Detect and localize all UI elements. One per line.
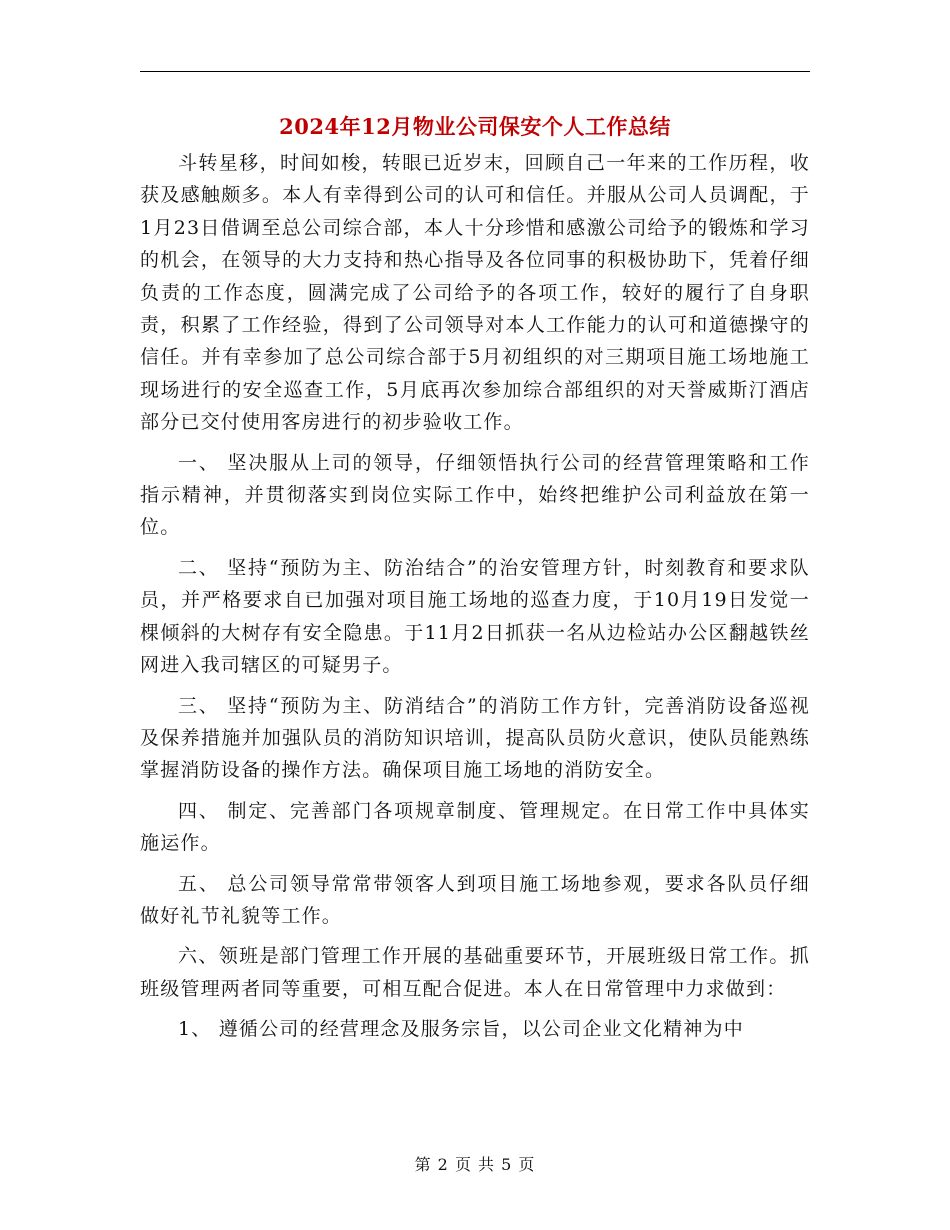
paragraph-item-2: 二、 坚持“预防为主、防治结合”的治安管理方针，时刻教育和要求队员，并严格要求自已加强对项目施工场地的巡查力度，于10月19日发觉一棵倾斜的大树存有安全隐患。于11月2日抓获一名从边检站办公区翻越铁丝网进入我司辖区的可疑男子。: [140, 556, 810, 677]
page-number-footer: 第 2 页 共 5 页: [414, 1155, 536, 1174]
document-title: 2024年12月物业公司保安个人工作总结: [279, 114, 671, 139]
header-rule: [140, 71, 810, 72]
paragraph-item-4: 四、 制定、完善部门各项规章制度、管理规定。在日常工作中具体实施运作。: [140, 799, 810, 855]
paragraph-item-5: 五、 总公司领导常常带领客人到项目施工场地参观，要求各队员仔细做好礼节礼貌等工作。: [140, 872, 810, 927]
paragraph-item-3: 三、 坚持“预防为主、防消结合”的消防工作方针，完善消防设备巡视及保养措施并加强队员的消防知识培训，提高队员防火意识，使队员能熟练掌握消防设备的操作方法。确保项目施工场地的消防安全。: [140, 694, 810, 782]
paragraph-item-1: 一、 坚决服从上司的领导，仔细领悟执行公司的经营管理策略和工作指示精神，并贯彻落实到岗位实际工作中，始终把维护公司利益放在第一位。: [140, 451, 810, 539]
document-body: [140, 147, 810, 1054]
paragraph-intro: 斗转星移，时间如梭，转眼已近岁末，回顾自己一年来的工作历程，收获及感触颇多。本人有幸得到公司的认可和信任。并服从公司人员调配，于1月23日借调至总公司综合部，本人十分珍惜和感激公司给予的锻炼和学习的机会，在领导的大力支持和热心指导及各位同事的积极协助下，凭着仔细负责的工作态度，圆满完成了公司给予的各项工作，较好的履行了自身职责，积累了工作经验，得到了公司领导对本人工作能力的认可和道德操守的信任。并有幸参加了总公司综合部于5月初组织的对三期项目施工场地施工现场进行的安全巡查工作，5月底再次参加综合部组织的对天誉威斯汀酒店部分已交付使用客房进行的初步验收工作。: [140, 152, 810, 434]
paragraph-subitem-1: 1、 遵循公司的经营理念及服务宗旨，以公司企业文化精神为中: [178, 1018, 744, 1041]
paragraph-item-6: 六、领班是部门管理工作开展的基础重要环节，开展班级日常工作。抓班级管理两者同等重要，可相互配合促进。本人在日常管理中力求做到：: [140, 945, 810, 1000]
